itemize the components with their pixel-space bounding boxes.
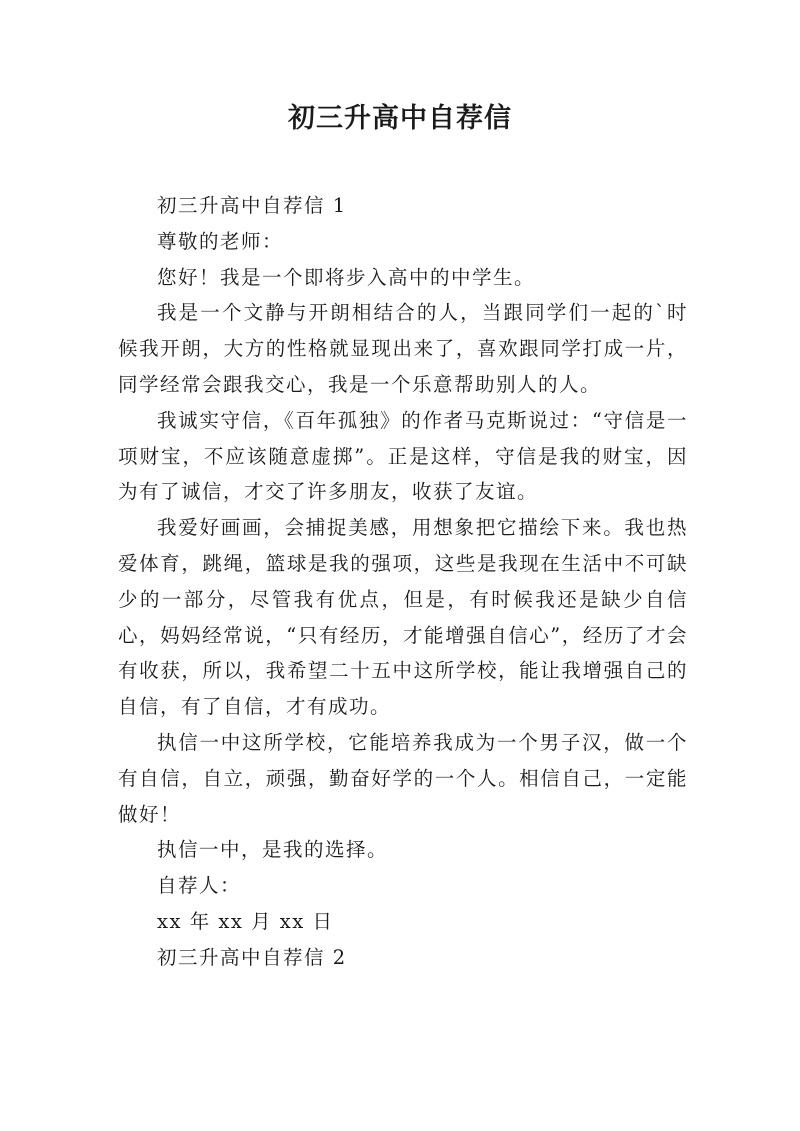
paragraph-school: 执信一中这所学校，它能培养我成为一个男子汉，做一个有自信，自立，顽强，勤奋好学的一个人。相信自己，一定能做好！: [118, 730, 688, 826]
paragraph-hobbies: 我爱好画画，会捕捉美感，用想象把它描绘下来。我也热爱体育，跳绳，篮球是我的强项，这些是我现在生活中不可缺少的一部分，尽管我有优点，但是，有时候我还是缺少自信心，妈妈经常说，“只有经历，才能增强自信心”，经历了才会有收获，所以，我希望二十五中这所学校，能让我增强自己的自信，有了自信，才有成功。: [118, 516, 688, 719]
section-heading-1: 初三升高中自荐信 1: [157, 194, 347, 217]
signature-label: 自荐人：: [157, 874, 242, 898]
paragraph-choice: 执信一中，是我的选择。: [157, 838, 389, 862]
document-body: [118, 188, 688, 976]
section-heading-2: 初三升高中自荐信 2: [157, 945, 347, 969]
document-title: 初三升高中自荐信: [288, 103, 512, 134]
salutation: 尊敬的老师：: [157, 229, 284, 253]
greeting: 您好！我是一个即将步入高中的中学生。: [157, 265, 536, 289]
date-line: xx 年 xx 月 xx 日: [157, 909, 334, 933]
paragraph-personality: 我是一个文静与开朗相结合的人，当跟同学们一起的`时候我开朗，大方的性格就显现出来了，喜欢跟同学打成一片，同学经常会跟我交心，我是一个乐意帮助别人的人。: [118, 301, 688, 396]
paragraph-honesty: 我诚实守信，《百年孤独》的作者马克斯说过：“守信是一项财宝，不应该随意虚掷”。正是这样，守信是我的财宝，因为有了诚信，才交了许多朋友，收获了友谊。: [118, 408, 688, 504]
